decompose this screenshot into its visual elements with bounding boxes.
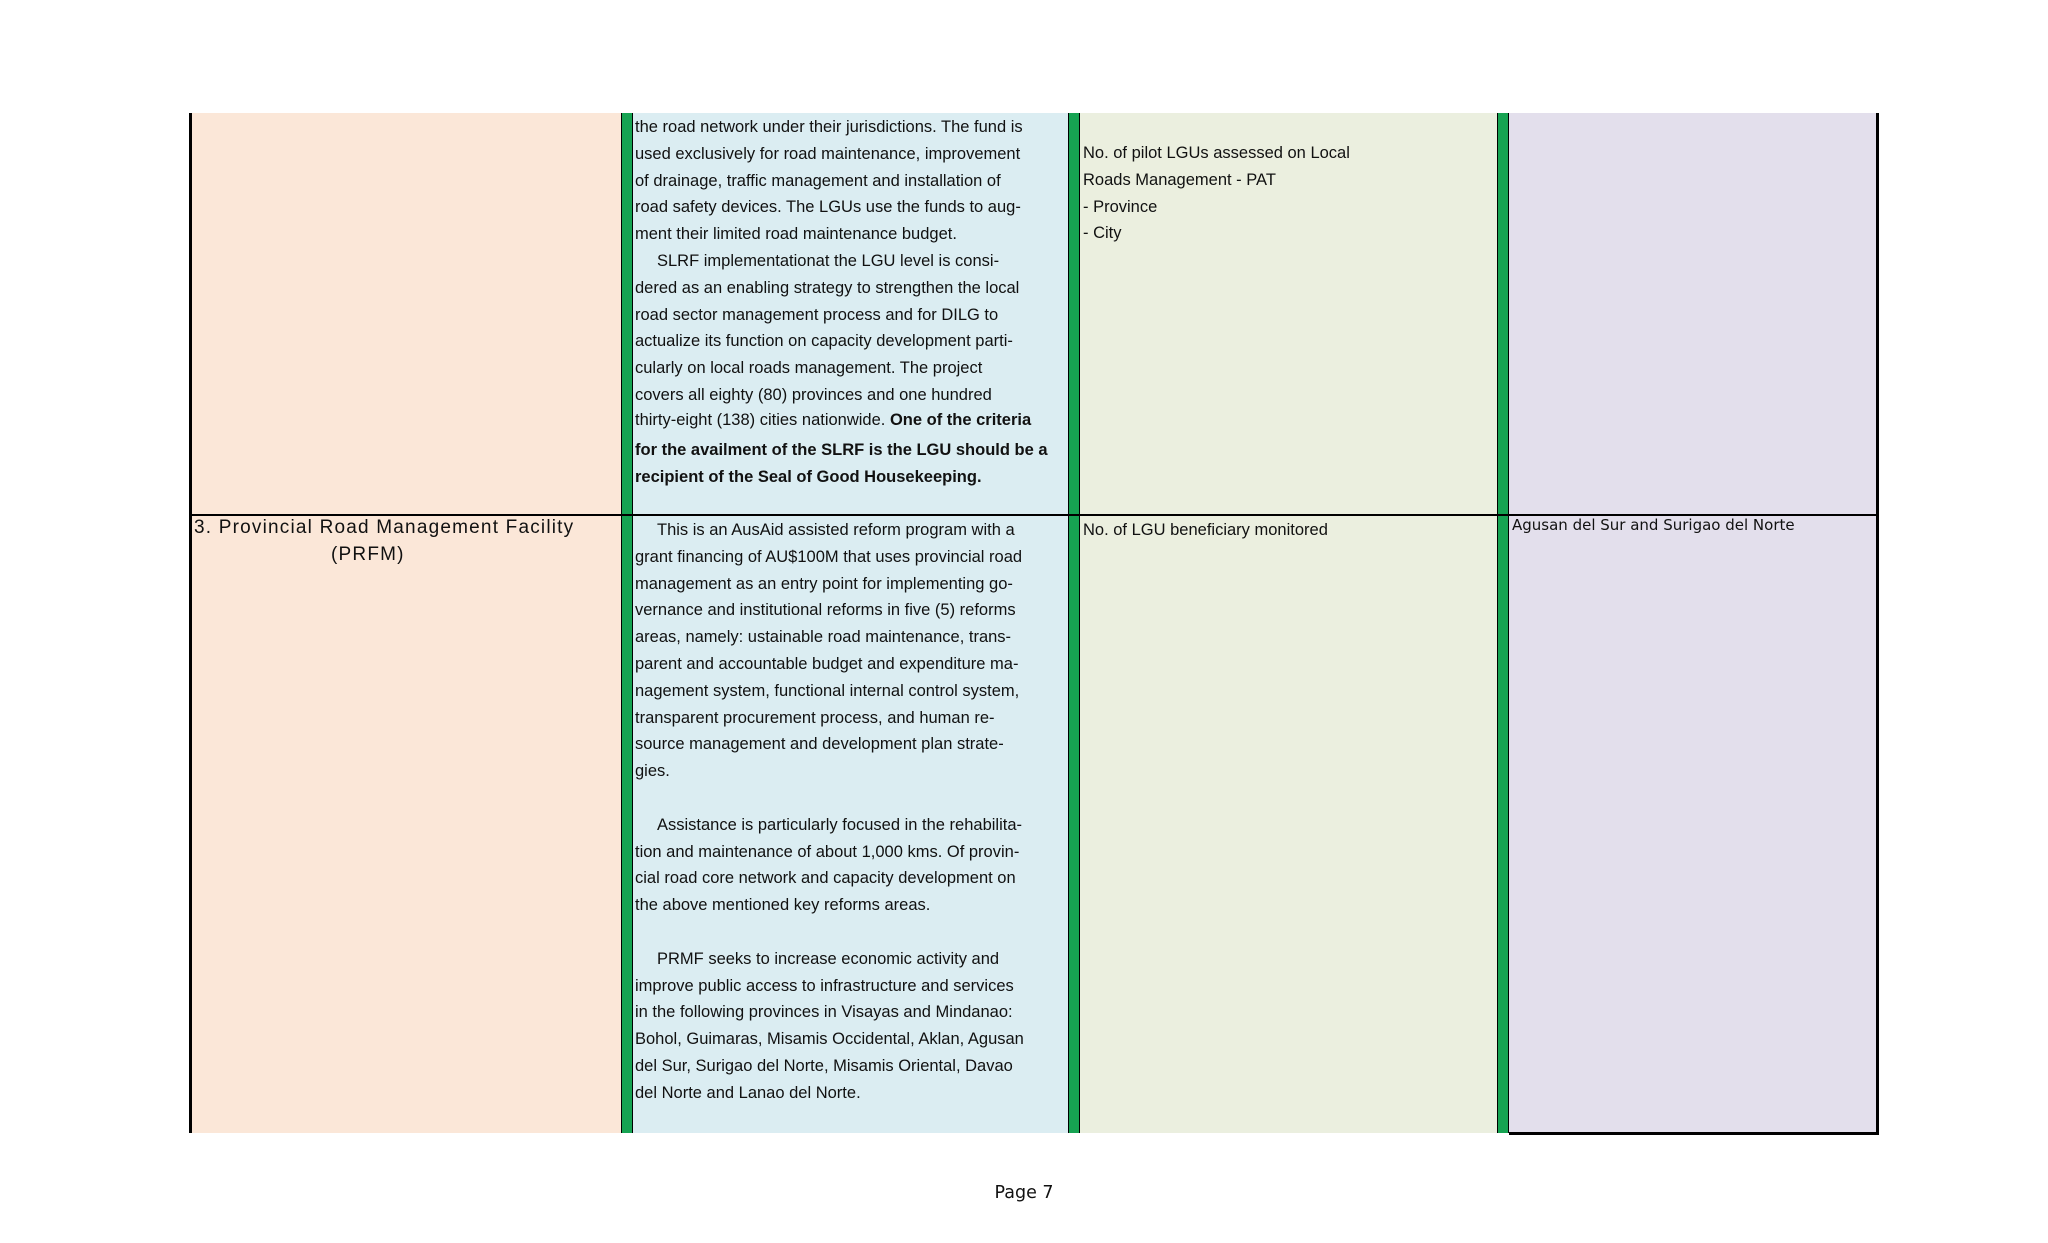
row1-desc-line: the road network under their jurisdictions. The fund is [635, 118, 1023, 136]
separator-bar-1 [621, 113, 633, 1133]
row1-description [635, 114, 1067, 490]
row1-desc-line: SLRF implementationat the LGU level is consi- [657, 251, 1000, 270]
row1-desc-bold-line: for the availment of the SLRF is the LGU should be a [635, 440, 1048, 459]
blank-line [635, 919, 1067, 946]
row1-desc-line: road safety devices. The LGUs use the funds to aug- [635, 198, 1021, 217]
row1-indicator-line: Roads Management - PAT [1083, 170, 1276, 189]
row1-indicator [1083, 140, 1493, 247]
separator-bar-3 [1497, 113, 1509, 1133]
program-column [191, 113, 621, 1133]
row2-indicator [1083, 517, 1493, 544]
separator-bar-2 [1068, 113, 1080, 1133]
row2-para1-line: gies. [635, 762, 670, 781]
program-title [194, 514, 622, 568]
row2-para1-line: transparent procurement process, and human re- [635, 708, 995, 727]
row1-desc-line: of drainage, traffic management and installation of [635, 171, 1001, 190]
row2-para2-line: the above mentioned key reforms areas. [635, 896, 931, 915]
location-bottom-border [1509, 1132, 1879, 1135]
row2-para3-line: in the following provinces in Visayas and Mindanao: [635, 1003, 1013, 1022]
row2-para3-line: del Norte and Lanao del Norte. [635, 1083, 861, 1102]
row2-indicator-text: No. of LGU beneficiary monitored [1083, 521, 1328, 539]
row2-para2-line: cial road core network and capacity development on [635, 869, 1016, 888]
row1-indicator-line: No. of pilot LGUs assessed on Local [1083, 144, 1350, 162]
row2-location-text: Agusan del Sur and Surigao del Norte [1512, 516, 1795, 534]
row1-desc-mixed-line [635, 409, 1067, 431]
row2-para3-line: Bohol, Guimaras, Misamis Occidental, Aklan, Agusan [635, 1030, 1024, 1049]
row1-desc-line: ment their limited road maintenance budget. [635, 225, 957, 244]
row2-para2-line: tion and maintenance of about 1,000 kms. Of provin- [635, 842, 1020, 861]
table-right-border [1876, 113, 1879, 1135]
row1-desc-line: cularly on local roads management. The project [635, 359, 983, 378]
row1-desc-line: road sector management process and for DILG to [635, 305, 999, 324]
row2-para1-line: management as an entry point for implementing go- [635, 574, 1013, 593]
page-number [0, 1183, 2048, 1203]
program-title-line1: 3. Provincial Road Management Facility [194, 517, 575, 538]
row1-desc-line: actualize its function on capacity development parti- [635, 332, 1013, 351]
location-column [1509, 113, 1877, 1133]
row1-indicator-line: - City [1083, 224, 1122, 243]
row2-para1-line: This is an AusAid assisted reform program with a [657, 521, 1015, 539]
row2-para1-line: nagement system, functional internal control system, [635, 681, 1020, 700]
row2-para2-line: Assistance is particularly focused in the rehabilita- [657, 815, 1023, 834]
row2-para1-line: grant financing of AU$100M that uses provincial road [635, 547, 1023, 566]
row2-para1-line: source management and development plan strate- [635, 735, 1004, 754]
indicator-column [1080, 113, 1498, 1133]
row2-para3-line: PRMF seeks to increase economic activity and [657, 949, 1000, 968]
row1-desc-line: covers all eighty (80) provinces and one hundred [635, 385, 992, 404]
row1-desc-bold: One of the criteria [889, 410, 1032, 429]
row2-para1-line: areas, namely: ustainable road maintenance, trans- [635, 628, 1012, 647]
row2-para3-line: improve public access to infrastructure and services [635, 976, 1014, 995]
row1-desc-bold-line: recipient of the Seal of Good Housekeeping. [635, 467, 982, 486]
row2-description [635, 517, 1067, 1107]
row2-para3-line: del Sur, Surigao del Norte, Misamis Oriental, Davao [635, 1056, 1013, 1075]
row1-desc-line: used exclusively for road maintenance, improvement [635, 144, 1021, 163]
table-left-border [189, 113, 192, 1133]
blank-line [635, 785, 1067, 812]
row2-para1-line: vernance and institutional reforms in five (5) reforms [635, 601, 1016, 620]
page-number-text: Page 7 [994, 1183, 1054, 1203]
row1-desc-plain: thirty-eight (138) cities nationwide. [635, 410, 890, 429]
row1-indicator-line: - Province [1083, 197, 1158, 216]
row1-desc-line: dered as an enabling strategy to strengthen the local [635, 278, 1020, 297]
program-title-line2: (PRFM) [331, 544, 405, 565]
row2-location [1512, 516, 1872, 534]
row2-para1-line: parent and accountable budget and expenditure ma- [635, 654, 1019, 673]
